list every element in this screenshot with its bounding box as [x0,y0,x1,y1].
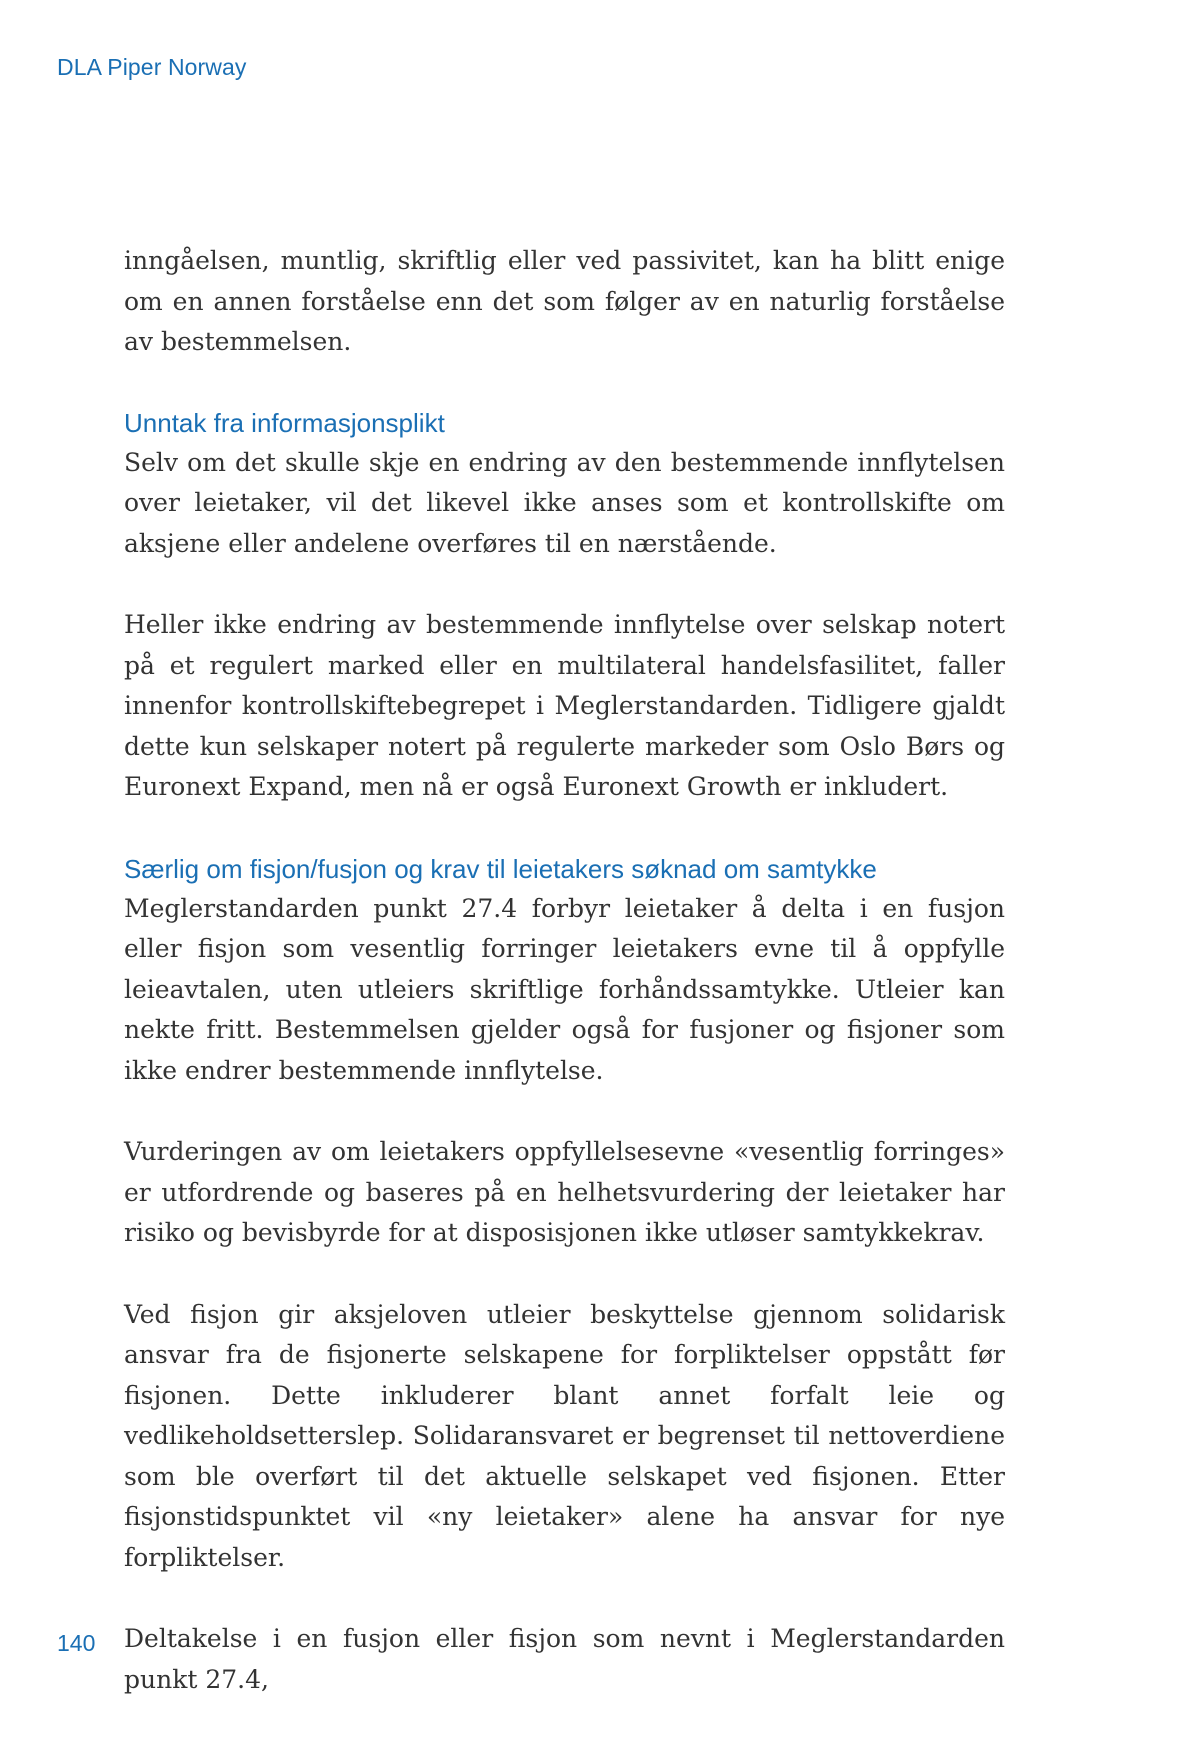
running-header: DLA Piper Norway [57,54,247,80]
section-heading-informasjonsplikt: Unntak fra informasjonsplikt [124,407,445,438]
paragraph-continuation: inngåelsen, muntlig, skriftlig eller ved passivitet, kan ha blitt enige om en annen forståelse enn det som følger av en naturlig forståelse av bestemmelsen. [124,246,1005,356]
page-content [124,241,1005,1741]
paragraph-vurderingen: Vurderingen av om leietakers oppfyllelsesevne «vesentlig forringes» er utfordrende og baseres på en helhetsvurdering der leietaker har risiko og bevisbyrde for at disposisjonen ikke utløser samtykkekrav. [124,1137,1005,1247]
page-number: 140 [57,1630,96,1656]
paragraph-regulert-marked: Heller ikke endring av bestemmende innflytelse over selskap notert på et regulert marked eller en multilateral handelsfasilitet, faller innenfor kontrollskiftebegrepet i Meglerstandarden. Tidligere gjaldt dette kun selskaper notert på regulerte markeder som Oslo Børs og Euronext Expand, men nå er også Euronext Growth er inkludert. [124,610,1005,801]
paragraph-deltakelse: Deltakelse i en fusjon eller fisjon som nevnt i Meglerstandarden punkt 27.4, [124,1624,1005,1694]
section-heading-fisjon-fusjon: Særlig om fisjon/fusjon og krav til leietakers søknad om samtykke [124,853,877,884]
paragraph-naerstaende: Selv om det skulle skje en endring av den bestemmende innflytelsen over leietaker, vil det likevel ikke anses som et kontrollskifte om aksjene eller andelene overføres til en nærstående. [124,447,1005,558]
paragraph-punkt-27-4: Meglerstandarden punkt 27.4 forbyr leietaker å delta i en fusjon eller fisjon som vesentlig forringer leietakers evne til å oppfylle leieavtalen, uten utleiers skriftlige forhåndssamtykke. Utleier kan nekte fritt. Bestemmelsen gjelder også for fusjoner og fisjoner som ikke endrer bestemmende innflytelse. [124,893,1005,1085]
paragraph-solidarisk-ansvar: Ved fisjon gir aksjeloven utleier beskyttelse gjennom solidarisk ansvar fra de fisjonerte selskapene for forpliktelser oppstått før fisjonen. Dette inkluderer blant annet forfalt leie og vedlikeholdsetterslep. Solidaransvaret er begrenset til nettoverdiene som ble overført til det aktuelle selskapet ved fisjonen. Etter fisjonstidspunktet vil «ny leietaker» alene ha ansvar for nye forpliktelser. [124,1299,1005,1572]
